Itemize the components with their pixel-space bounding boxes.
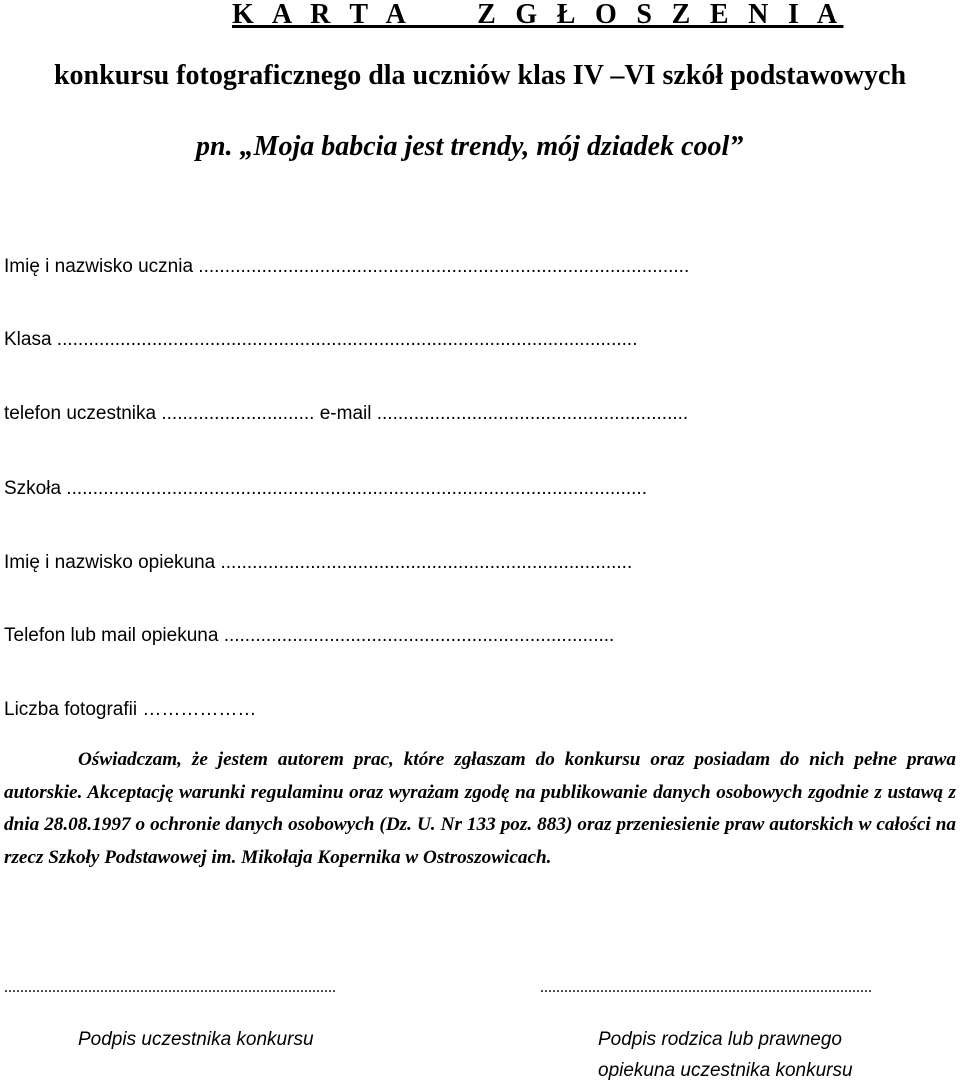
- participant-signature-label: Podpis uczestnika konkursu: [78, 1029, 314, 1050]
- parent-signature-line[interactable]: ...................................................................................: [540, 979, 872, 996]
- participant-signature-line[interactable]: ...................................................................................: [4, 979, 336, 996]
- student-name-field[interactable]: Imię i nazwisko ucznia .............................................................................................: [4, 256, 690, 277]
- phone-email-field[interactable]: telefon uczestnika ............................. e-mail ...........................................................: [4, 403, 689, 424]
- photo-count-field[interactable]: Liczba fotografii ………………: [4, 699, 257, 720]
- form-subtitle: konkursu fotograficznego dla uczniów klas IV –VI szkół podstawowych: [53, 60, 907, 91]
- contest-name: pn. „Moja babcia jest trendy, mój dziadek cool”: [196, 131, 744, 162]
- form-title: K A R T A Z G Ł O S Z E N I A: [232, 0, 844, 30]
- guardian-contact-field[interactable]: Telefon lub mail opiekuna ..........................................................................: [4, 625, 615, 646]
- class-field[interactable]: Klasa ..............................................................................................................: [4, 329, 638, 350]
- declaration-text: Oświadczam, że jestem autorem prac, które zgłaszam do konkursu oraz posiadam do nich pełne prawa autorskie. Akceptację warunki regulaminu oraz wyrażam zgodę na publikowanie danych osobowych zgodnie z ustawą z dnia 28.08.1997 o ochronie danych osobowych (Dz. U. Nr 133 poz. 883) oraz przeniesienie praw autorskich w całości na rzecz Szkoły Podstawowej im. Mikołaja Kopernika w Ostroszowicach.: [4, 749, 956, 868]
- guardian-name-field[interactable]: Imię i nazwisko opiekuna ..............................................................................: [4, 552, 633, 573]
- school-field[interactable]: Szkoła ..............................................................................................................: [4, 478, 647, 499]
- parent-signature-label: Podpis rodzica lub prawnego opiekuna uczestnika konkursu: [598, 1029, 853, 1081]
